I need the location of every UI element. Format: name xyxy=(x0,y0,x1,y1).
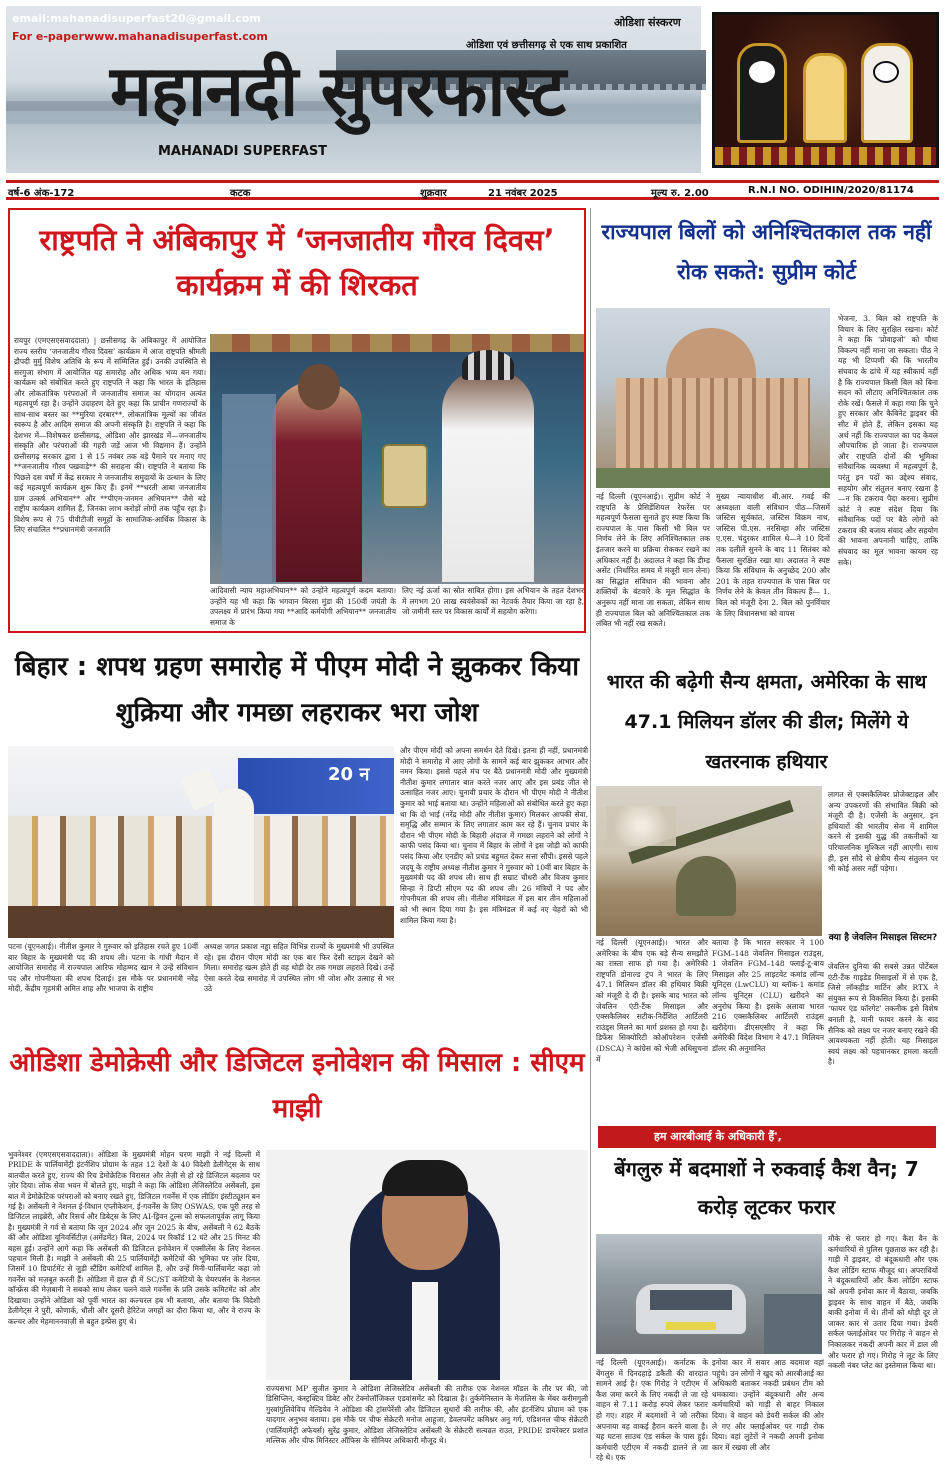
dateline-day: शुक्रवार xyxy=(420,188,447,199)
story2-photo-court xyxy=(596,308,830,488)
story2-col-a: नई दिल्ली (यूएनआई)। सुप्रीम कोर्ट ने राष्ट्रपति के प्रेसिडेंशियल रेफरेंस पर महत्वपूर्ण फैसला सुनाते हुए स्पष्ट किया कि राज्यपाल के पास किसी भी बिल पर निर्णय लेने के लिए अनिश्चितकाल तक इंतजार करने या प्रक्रिया रोककर रखने का अधिकार नहीं है। अदालत ने कहा कि डीम्ड असेंट (निर्धारित समय में मंजूरी मान लेना) का सिद्धांत संविधान की भावना और शक्तियों के बंटवारे के मूल सिद्धांत के अनुरूप नहीं माना जा सकता, लेकिन साथ ही राज्यपाल बिल को अनिश्चितकाल तक लंबित भी नहीं रख सकते। xyxy=(596,492,710,629)
masthead-title-en: MAHANADI SUPERFAST xyxy=(158,144,328,159)
story1-body-bottom-b: लिए नई ऊर्जा का स्रोत साबित होगा। इस अभियान के तहत देशभर में लगभग 20 लाख स्वयंसेवकों का नेटवर्क तैयार किया जा रहा है, जो जमीनी स्तर पर विकास कार्यों में सहयोग करेगा। xyxy=(402,586,584,616)
story1-body-bottom-a: आदिवासी न्याय महाअभियान** को उन्होंने महत्वपूर्ण कदम बताया। उन्होंने यह भी कहा कि भगवान बिरसा मुंडा की 150वीं जयंती के उपलक्ष्य में प्रारंभ किया गया **आदि कर्मयोगी अभियान** जनजातीय समाज के xyxy=(210,586,396,627)
story5-photo-van xyxy=(596,1234,822,1354)
volume-issue: वर्ष-6 अंक-172 xyxy=(8,188,75,199)
story3-headline: बिहार : शपथ ग्रहण समारोह में पीएम मोदी ने झुककर किया शुक्रिया और गमछा लहराकर भरा जोश xyxy=(14,652,579,728)
story4-headline: भारत की बढ़ेगी सैन्य क्षमता, अमेरिका के साथ 47.1 मिलियन डॉलर की डील; मिलेंगे ये खतरनाक हथियार xyxy=(606,671,927,773)
story2-col-b: मुख्य न्यायाधीश बी.आर. गवई की अध्यक्षता वाली संविधान पीठ—जिसमें जस्टिस सूर्यकांत, जस्टिस विक्रम नाथ, जस्टिस पी.एस. नरसिम्हा और जस्टिस ए.एस. चंदुरकर शामिल थे—ने 10 दिनों तक दलीलें सुनने के बाद 11 सितंबर को फैसला सुरक्षित रखा था। अदालत ने स्पष्ट किया कि संविधान के अनुच्छेद 200 और 201 के तहत राज्यपाल के पास बिल पर निर्णय लेने के केवल तीन विकल्प हैं— 1. बिल को मंजूरी देना 2. बिल को पुनर्विचार के लिए विधानसभा को वापस xyxy=(716,492,830,618)
story6-headline: ओडिशा डेमोक्रेसी और डिजिटल इनोवेशन की मिसाल : सीएम माझी xyxy=(9,1048,585,1124)
jagannath-deity-image xyxy=(712,12,939,168)
story5-kicker xyxy=(598,1126,936,1148)
story5-col-a: नई दिल्ली (यूएनआई)। कर्नाटक के बेंगलुरु में दिनदहाड़े डकैती की वारदात सामने आई है। एक गिरोह ने एटीएम में कैश जमा करने के लिए नकदी ले जा रहे वाहन से 7.11 करोड़ रुपये लेकर फरार हो गए। शहर में बदमाशों ने जो तरीका अपनाया वह वाकई हैरान करने वाला है। यह घटना साउथ एंड सर्कल के पास हुई। कर्मचारी एटीएम में नकदी डालने ले जा रहे थे। एक xyxy=(596,1358,708,1463)
story6-col-left: भुवनेश्वर (एमएसएसवाददाता)। ओडिशा के मुख्यमंत्री मोहन चरण माझी ने नई दिल्ली में PRIDE के पार्लियामेंट्री इंटर्नशिप प्रोग्राम के तहत 12 देशों के 40 विदेशी डेलीगेट्स के साथ बातचीत करते हुए, राज्य की रिच डेमोक्रेटिक विरासत और तेज़ी से हो रहे डिजिटल बदलाव पर ज़ोर दिया। लोक सेवा भवन में बोलते हुए, माझी ने कहा कि ओडिशा लेजिस्लेटिव असेंबली, इस बात में डेमोक्रेटिक परंपराओं को बनाए रखते हुए, डिजिटल गवर्नेंस में एक लीडिंग इंस्टीट्यूशन बन गई है। असेंबली ने नेशनल ई-विधान एप्लीकेशन, ई-गवर्नेंस के लिए OSWAS, एक पूरी तरह से डिजिटल लाइब्रेरी, और रिसर्च और डिबेट्स के लिए AI-ड्रिवन टूल्स को सफलतापूर्वक लागू किया है। मुख्यमंत्री ने गर्व से बताया कि जून 2024 और जून 2025 के बीच, असेंबली ने 62 बैठकें कीं और ओडिशा यूनिवर्सिटीज़ (अमेंडमेंट) बिल, 2024 पर रिकॉर्ड 12 घंटे और 25 मिनट की बहस हुई। उन्होंने आगे कहा कि असेंबली की डिजिटल इनोवेशन में एक्सीलेंस के लिए नेशनल पहचान मिली है। माझी ने असेंबली की 25 पार्लियामेंट्री कमेटियों की भूमिका पर ज़ोर दिया, जिसमें 10 डिपार्टमेंट से जुड़ी स्टैंडिंग कमेटियाँ शामिल हैं, और उन्हें मिनी-पार्लियामेंट कहा जो गवर्नेंस को मज़बूत करती हैं। ओडिशा में हाल ही में SC/ST कमेटियों के चेयरपर्सन के नेशनल कॉन्फ्रेंस की मेज़बानी ने सबको साथ लेकर चलने वाले गवर्नेंस के प्रति उसके कमिटमेंट को और दिखाया। उन्होंने ओडिशा को पूर्वी भारत का कल्चरल हब भी बताया, और बताया कि विदेशी डेलीगेट्स ने पुरी, कोणार्क, धौली और दूसरी हेरिटेज जगहों का दौरा किया था, और वे राज्य के कल्चर और मेहमाननवाज़ी से बहुत इम्प्रेस हुए थे। xyxy=(8,1150,261,1326)
story3-col-right: और पीएम मोदी को अपना समर्थन देते दिखे। इतना ही नहीं, प्रधानमंत्री मोदी ने समारोह में आए लोगों के सामने कई बार झुककर आभार और नमन किया। इससे पहले मंच पर बैठे प्रधानमंत्री मोदी और मुख्यमंत्री नीतीश कुमार लगातार बात करते नजर आए और इस प्रबंड जीत से उत्साहित नजर आए। चुनावी प्रचार के दौरान भी पीएम मोदी ने नीतीश कुमार को भाई बताया था। उन्होंने महिलाओं को संबोधित करते हुए कहा था कि दो भाई (नरेंद्र मोदी और नीतीश कुमार) मिलकर आपकी सेवा, समृद्धि और सम्मान के लिए लगातार काम कर रहे हैं। चुनाव प्रचार के दौरान भी पीएम मोदी के बिहारी अंदाज में गमछा लहराने को लोगों ने काफी पसंद किया था। चुनाव में बिहार के लोगों ने इस जोड़ी को काफी पसंद किया और एनडीए को प्रचंड बहुमत देकर सत्ता सौंपी। इससे पहले जदयू के राष्ट्रीय अध्यक्ष नीतीश कुमार ने गुरुवार को 10वीं बार बिहार के मुख्यमंत्री पद की शपथ ली। साथ ही सम्राट चौधरी और विजय कुमार सिन्हा ने डिप्टी सीएम पद की शपथ ली। 26 मंत्रियों ने पद और गोपनीयता की शपथ ली। नीतीश मंत्रिमंडल में इस बार तीन महिलाओं को भी स्थान दिया गया है। इस मंत्रिमंडल में कई नए चेहरों को भी शामिल किया गया है। xyxy=(400,746,588,925)
dateline-city: कटक xyxy=(230,188,251,199)
stage-banner-text: 20 न xyxy=(328,764,370,785)
dateline-date: 21 नवंबर 2025 xyxy=(488,188,558,199)
story1-photo-president xyxy=(210,334,584,584)
story6-photo-cm xyxy=(266,1150,588,1380)
story-president-ambikapur xyxy=(8,208,586,633)
story-us-defence-deal xyxy=(594,660,939,1120)
story-bengaluru-cash-van xyxy=(594,1124,939,1463)
price: मूल्य रु. 2.00 xyxy=(651,188,709,199)
dateline-bar xyxy=(6,180,939,200)
story4-photo-javelin xyxy=(596,786,822,936)
story-bihar-oath xyxy=(6,640,588,1035)
story2-headline: राज्यपाल बिलों को अनिश्चितकाल तक नहीं रोक सकते: सुप्रीम कोर्ट xyxy=(601,220,932,284)
story5-col-right: मौके से फरार हो गए। कैश वैन के कर्मचारियों से पुलिस पूछताछ कर रही है। गाड़ी में ड्राइवर, दो बंदूकधारी और एक कैश लोडिंग स्टाफ मौजूद था। अपराधियों ने बंदूकधारियों और कैश लोडिंग स्टाफ को अपनी इनोवा कार में बैठाया, जबकि ड्राइवर के साथ वाहन में बैठे, जबकि बाकी इनोवा में थे। तीनों को थोड़ी दूर ले जाकर कार से उतार दिया गया। डेयरी सर्कल फ्लाईओवर पर गिरोह ने वाहन से निकालकर नकदी अपनी कार में डाल ली और फरार हो गए। गिरोह ने लूट के लिए नकली नंबर प्लेट का इस्तेमाल किया था। xyxy=(828,1234,938,1371)
masthead-title: महानदी सुपरफास्ट xyxy=(110,50,565,132)
story6-col-bottom: राज्यसभा MP सुजीत कुमार ने ओडिशा लेजिस्लेटिव असेंबली की तारीफ़ एक नेशनल मॉडल के तौर पर की, जो डिसिप्लिन, कंस्ट्रक्टिव डिबेट और टेक्नोलॉजिकल एडवांसमेंट को दिखाता है। तुर्कमेनिस्तान के मेजलिस के मेंबर करीमगुली गुरबांगुलियेविच गेल्डियेव ने ओडिशा की ट्रांसपेरेंसी और डिजिटल सुधारों की तारीफ़ की, और इंटर्नशिप प्रोग्राम को एक यादगार अनुभव बताया। इस मौके पर चीफ सेक्रेटरी मनोज आहूजा, डेवलपमेंट कमिश्नर अनु गर्ग, एडिशनल चीफ सेक्रेटरी (पार्लियामेंट्री अफेयर्स) सुरेंद्र कुमार, ओडिशा लेजिस्लेटिव असेंबली के सेक्रेटरी सत्यव्रत राउत, PRIDE डायरेक्टर प्रशांत मल्लिक और चीफ मिनिस्टर ऑफिस के सीनियर अधिकारी मौजूद थे। xyxy=(266,1384,588,1446)
story4-col-right-top: लागत से एक्सकैलिबर प्रोजेक्टाइल और अन्य उपकरणों की संभावित बिक्री को मंजूरी दी है। एजेंसी के अनुसार, इन हथियारों की भारतीय सेना में शामिल करने से इसकी युद्ध की तकनीकों या परिचालनिक मुश्किल नहीं आएगी। साथ ही, इस सौदे से क्षेत्रीय सैन्य संतुलन पर भी कोई असर नहीं पड़ेगा। xyxy=(828,790,938,874)
story5-headline: बेंगलुरु में बदमाशों ने रुकवाई कैश वैन; 7 करोड़ लूटकर फरार xyxy=(614,1157,919,1219)
story1-headline: राष्ट्रपति ने अंबिकापुर में ‘जनजातीय गौरव दिवस’ कार्यक्रम में की शिरकत xyxy=(39,223,555,302)
story3-photo-stage xyxy=(8,746,394,938)
story1-body-left: रायपुर (एमएसएसवाददाता) | छत्तीसगढ़ के अंबिकापुर में आयोजित राज्य स्तरीय ‘जनजातीय गौरव दिवस’ कार्यक्रम में आज राष्ट्रपति श्रीमती द्रौपदी मुर्मु विशेष अतिथि के रूप में सम्मिलित हुईं। उनकी उपस्थिति से सरगुजा संभाग में आयोजित यह समारोह और अधिक भव्य बन गया। कार्यक्रम को संबोधित करते हुए राष्ट्रपति ने कहा कि भारत के इतिहास और लोकतांत्रिक परंपराओं में जनजातीय समाज का योगदान अत्यंत महत्वपूर्ण रहा है। उन्होंने उदाहरण देते हुए कहा कि प्राचीन गणराज्यों के साथ-साथ बस्तर का **मुरिया दरबार**, लोकतांत्रिक मूल्यों का जीवंत स्वरूप है और आदिम समाज की अपनी संस्कृति है। राष्ट्रपति ने कहा कि देशभर में—विशेषकर छत्तीसगढ़, ओडिशा और झारखंड में—जनजातीय संस्कृति और परंपराओं की गहरी जड़ें आज भी विद्यमान हैं। उन्होंने छत्तीसगढ़ सरकार द्वारा 1 से 15 नवंबर तक बड़े पैमाने पर मनाए गए **जनजातीय गौरव पखवाड़े** की सराहना की। राष्ट्रपति ने बताया कि पिछले दस वर्षों में केंद्र सरकार ने जनजातीय समुदायों के उत्थान के लिए कई महत्वपूर्ण कार्यक्रम शुरू किए हैं। इनमें **धरती आबा जनजातीय ग्राम उत्कर्ष अभियान** और **पीएम-जनमन अभियान** जैसे बड़े राष्ट्रीय कार्यक्रम शामिल हैं, जिनका लाभ करोड़ों लोगों तक पहुँच रहा है। विशेष रूप से 75 पीवीटीजी समूहों के सामाजिक-आर्थिक विकास के लिए संचालित **प्रधानमंत्री जनजाति xyxy=(14,336,206,534)
story-supreme-court xyxy=(594,208,939,658)
story2-col-right: भेजना, 3. बिल को राष्ट्रपति के विचार के लिए सुरक्षित रखना। कोर्ट ने कहा कि ‘प्रोवाइजो’ को चौथा विकल्प नहीं माना जा सकता। पीठ ने यह भी टिप्पणी की कि भारतीय संघवाद के ढांचे में यह स्वीकार्य नहीं है कि राज्यपाल किसी बिल को बिना सदन को लौटाए अनिश्चितकाल तक रोके रखें। फैसले में कहा गया कि चुने हुए सरकार और कैबिनेट ड्राइवर की सीट में होते हैं, लेकिन इसका यह अर्थ नहीं कि राज्यपाल का पद केवल औपचारिक हो जाता है। राज्यपाल और राष्ट्रपति दोनों की भूमिका संवैधानिक व्यवस्था में महत्वपूर्ण है, परंतु इन पदों का उद्देश्य संवाद, सहयोग और संतुलन बनाए रखना है—न कि टकराव पैदा करना। सुप्रीम कोर्ट ने स्पष्ट संदेश दिया कि संवैधानिक पदों पर बैठे लोगों को टकराव की बजाय संवाद और सहयोग की भावना अपनानी चाहिए, ताकि संघवाद का मूल भावना कायम रह सके। xyxy=(838,314,938,567)
column-rule xyxy=(590,208,591,1458)
masthead-tagline: ओडिशा एवं छत्तीसगढ़ से एक साथ प्रकाशित xyxy=(466,40,627,51)
story5-col-b: इनोवा कार में सवार आठ बदमाश वहां पहुंचे। उन लोगों ने खुद को आरबीआई का अधिकारी बताकर नकदी प्रबंधन टीम को धमकाया। उन्होंने बंदूकधारी और अन्य कर्मचारियों को गाड़ी से बाहर निकाल दिया। वे वाहन को डेयरी सर्कल की ओर ले गए और फ्लाईओवर पर गाड़ी रोक दिया। वहां लुटेरों ने नकदी अपनी इनोवा कार में रखवा ली और xyxy=(712,1358,824,1452)
story4-subhead: क्या है जेवलिन मिसाइल सिस्टम? xyxy=(828,933,938,943)
story4-col-a: नई दिल्ली (यूएनआई)। भारत और अमेरिका के बीच एक बड़े सैन्य समझौते का रास्ता साफ हो गया है। अमेरिकी राष्ट्रपति डोनाल्ड ट्रंप ने भारत के लिए 47.1 मिलियन डॉलर की हथियार बिक्री को मंजूरी दे दी है। इसके बाद भारत को जेवलिन एंटी-टैंक मिसाइल और एक्सकैलिबर सटीक-निर्देशित आर्टिलरी राउंड्स मिलने का मार्ग प्रशस्त हो गया है। डिफेंस सिक्योरिटी कोऑपरेशन एजेंसी (DSCA) ने कांग्रेस को भेजी अधिसूचना में xyxy=(596,938,708,1064)
story3-bottom-b: अध्यक्ष जगत प्रकाश नड्डा सहित विभिन्न राज्यों के मुख्यमंत्री भी उपस्थित रहे। इस दौरान पीएम मोदी का एक बार फिर देसी स्टाइल देखने को मिला। समारोह खत्म होते ही वह थोड़ी देर तक गमछा लहराते दिखे। उन्हें ऐसा करते देख समारोह में उपस्थित लोग भी जोश और उत्साह से भर उठे xyxy=(204,942,394,994)
story4-col-right-bottom: जेवलिन दुनिया की सबसे उन्नत पोर्टेबल एंटी-टैंक गाइडेड मिसाइलों में से एक है, जिसे लॉकहीड मार्टिन और RTX ने संयुक्त रूप से विकसित किया है। इसकी ‘फायर एंड फॉरगेट’ तकनीक इसे विशेष बनाती है, यानी फायर करने के बाद सैनिक को लक्ष्य पर नजर बनाए रखने की आवश्यकता नहीं होती। यह मिसाइल स्वयं लक्ष्य को पहचानकर हमला करती है। xyxy=(828,962,938,1067)
story4-col-b: बताया है कि भारत सरकार ने 100 FGM–148 जेवलिन मिसाइल राउंड्स, 1 जेवलिन FGM–148 फ्लाई-टू-बाय मिसाइल और 25 लाइटवेट कमांड लॉन्च यूनिट्स (LwCLU) या ब्लॉक-1 कमांड लॉन्च यूनिट्स (CLU) खरीदने का अनुरोध किया है। इसके अलावा भारत 216 एक्सकैलिबर आर्टिलरी राउंड्स खरीदेगा। डीएसएसीए ने कहा कि अमेरिकी विदेश विभाग ने 47.1 मिलियन डॉलर की अनुमानित xyxy=(712,938,824,1053)
edition-label: ओडिशा संस्करण xyxy=(614,16,681,29)
masthead-email[interactable]: email:mahanadisuperfast20@gmail.com xyxy=(12,12,261,25)
story3-bottom-a: पटना (यूएनआई)। नीतीश कुमार ने गुरुवार को इतिहास रचते हुए 10वीं बार बिहार के मुख्यमंत्री पद की शपथ ली। पटना के गांधी मैदान में आयोजित समारोह में राज्यपाल आरिफ मोहम्मद खान ने उन्हें संविधान पद और गोपनीयता की शपथ दिलाई। इस मौके पर प्रधानमंत्री नरेंद्र मोदी, केंद्रीय गृहमंत्री अमित शाह और भाजपा के राष्ट्रीय xyxy=(8,942,198,994)
rni-number: R.N.I NO. ODIHIN/2020/81174 xyxy=(748,185,914,196)
masthead xyxy=(0,0,945,180)
story-odisha-democracy xyxy=(6,1040,588,1460)
story5-kicker-text: हम आरबीआई के अधिकारी हैं', xyxy=(654,1130,782,1143)
masthead-epaper-link[interactable]: For e-paperwww.mahanadisuperfast.com xyxy=(12,30,268,43)
